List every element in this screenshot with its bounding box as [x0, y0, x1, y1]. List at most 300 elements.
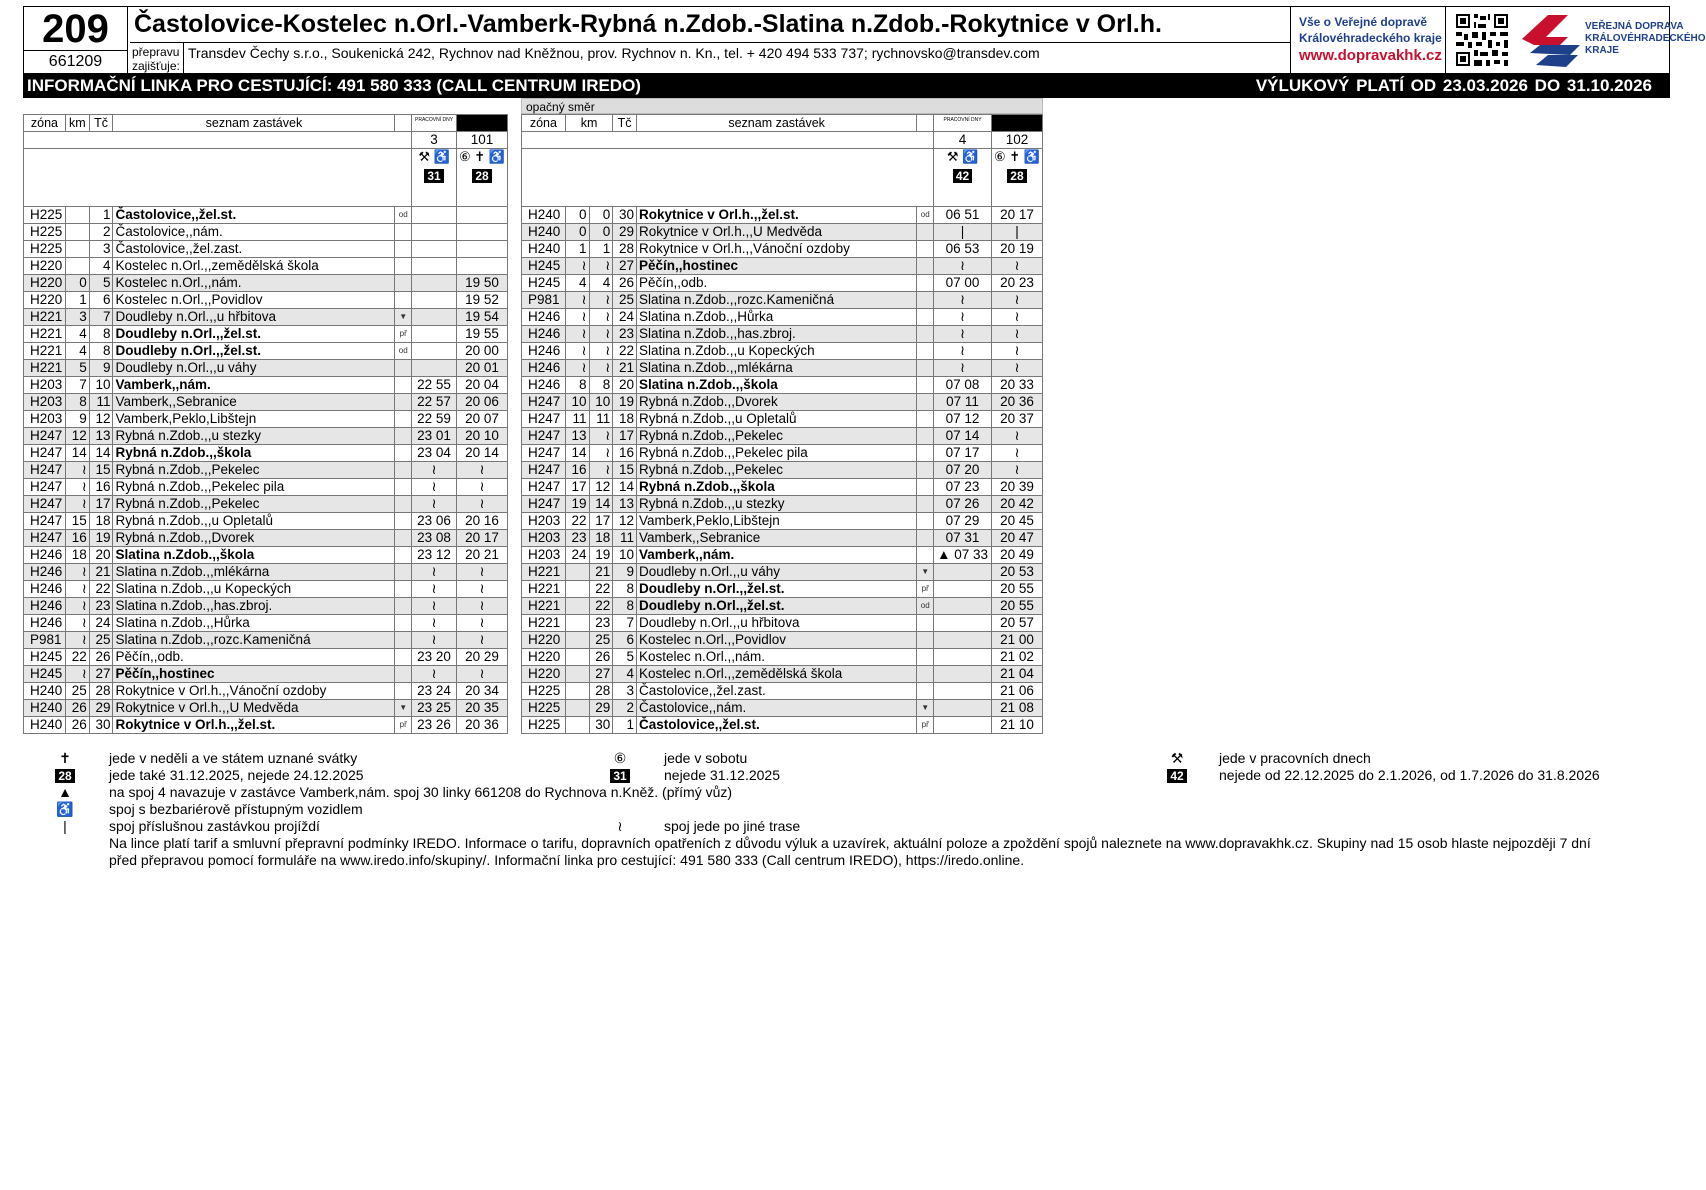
stop-name-cell: Doudleby n.Orl.,,u hřbitova	[636, 615, 916, 632]
km-cell: ≀	[589, 292, 613, 309]
zone-cell: H203	[24, 377, 66, 394]
stop-name-cell: Rybná n.Zdob.,,Dvorek	[113, 530, 395, 547]
time-cell	[456, 258, 507, 275]
zone-cell: H221	[522, 564, 566, 581]
time-cell: |	[991, 224, 1042, 241]
km-cell	[65, 258, 89, 275]
stop-name-cell: Rybná n.Zdob.,,Pekelec pila	[113, 479, 395, 496]
km-cell: 4	[65, 326, 89, 343]
time-cell: 20 29	[456, 649, 507, 666]
zone-cell: H247	[24, 530, 66, 547]
tc-cell: 29	[613, 224, 637, 241]
km-cell: ≀	[589, 360, 613, 377]
stop-mark-cell	[917, 343, 934, 360]
time-cell: 21 04	[991, 666, 1042, 683]
zone-cell: P981	[522, 292, 566, 309]
time-cell	[934, 649, 992, 666]
table-row	[522, 530, 1043, 547]
zone-cell: H247	[24, 428, 66, 445]
zone-cell: H203	[24, 411, 66, 428]
time-cell: 23 25	[412, 700, 457, 717]
time-cell: ≀	[412, 462, 457, 479]
tc-cell: 4	[613, 666, 637, 683]
km-cell: 24	[565, 547, 589, 564]
zone-header: zóna	[24, 115, 66, 132]
time-cell: ≀	[412, 632, 457, 649]
table-row	[522, 309, 1043, 326]
zone-cell: H246	[522, 360, 566, 377]
time-cell: 22 55	[412, 377, 457, 394]
trip-symbols: ⑥ ✝ ♿	[459, 149, 505, 164]
km-cell	[65, 241, 89, 258]
trip-symbols-cell	[934, 149, 992, 207]
stop-name-cell: Kostelec n.Orl.,,zemědělská škola	[636, 666, 916, 683]
tc-cell: 13	[613, 496, 637, 513]
logo-text-line-3: KRAJE	[1585, 45, 1619, 56]
km-cell: 30	[589, 717, 613, 734]
km-cell: ≀	[565, 343, 589, 360]
time-cell: ≀	[934, 343, 992, 360]
zone-cell: H247	[24, 496, 66, 513]
time-cell: ≀	[456, 615, 507, 632]
zone-cell: H247	[522, 496, 566, 513]
table-row	[24, 615, 508, 632]
zone-cell: H240	[522, 241, 566, 258]
time-cell: ≀	[934, 309, 992, 326]
time-cell: ≀	[412, 666, 457, 683]
legend-text: jede také 31.12.2025, nejede 24.12.2025	[109, 767, 364, 783]
tc-cell: 5	[613, 649, 637, 666]
stop-mark-cell	[395, 241, 412, 258]
time-cell	[934, 615, 992, 632]
table-row	[522, 445, 1043, 462]
tc-cell: 8	[613, 581, 637, 598]
stop-name-cell: Slatina n.Zdob.,,škola	[113, 547, 395, 564]
time-cell: 20 37	[991, 411, 1042, 428]
time-cell: ≀	[934, 326, 992, 343]
table-row	[522, 615, 1043, 632]
zone-cell: H247	[522, 394, 566, 411]
tc-header: Tč	[89, 115, 113, 132]
zone-cell: H221	[522, 581, 566, 598]
time-cell: 20 47	[991, 530, 1042, 547]
time-cell	[412, 258, 457, 275]
table-row	[24, 275, 508, 292]
tc-cell: 1	[613, 717, 637, 734]
stop-name-cell: Pěčín,,hostinec	[636, 258, 916, 275]
tc-cell: 25	[613, 292, 637, 309]
time-cell: 20 33	[991, 377, 1042, 394]
time-cell	[456, 224, 507, 241]
stop-name-cell: Vamberk,,Sebranice	[113, 394, 395, 411]
km-cell: 18	[65, 547, 89, 564]
time-cell: 20 55	[991, 581, 1042, 598]
stop-mark-cell	[395, 275, 412, 292]
time-cell: 23 08	[412, 530, 457, 547]
zone-cell: H220	[522, 632, 566, 649]
km-cell: 0	[65, 275, 89, 292]
time-cell: 20 07	[456, 411, 507, 428]
trip-number-row	[24, 132, 508, 149]
stop-name-cell: Rokytnice v Orl.h.,,žel.st.	[113, 717, 395, 734]
trip-symbols-cell	[456, 149, 507, 207]
stop-mark-cell	[917, 666, 934, 683]
time-cell: 20 36	[991, 394, 1042, 411]
stop-mark-cell: ▼	[395, 700, 412, 717]
time-cell: ≀	[456, 598, 507, 615]
stop-mark-cell	[395, 496, 412, 513]
km-cell: 11	[565, 411, 589, 428]
tc-cell: 6	[613, 632, 637, 649]
table-row	[522, 428, 1043, 445]
zone-cell: P981	[24, 632, 66, 649]
trip-number: 102	[991, 132, 1042, 149]
stop-mark-cell	[395, 479, 412, 496]
time-cell: ≀	[991, 292, 1042, 309]
time-cell: 07 26	[934, 496, 992, 513]
time-cell: ≀	[991, 326, 1042, 343]
time-cell: 07 14	[934, 428, 992, 445]
time-cell: ≀	[412, 598, 457, 615]
time-cell	[412, 360, 457, 377]
time-cell: 20 49	[991, 547, 1042, 564]
legend-text: jede v neděli a ve státem uznané svátky	[109, 750, 358, 766]
stop-name-cell: Kostelec n.Orl.,,nám.	[636, 649, 916, 666]
stop-name-cell: Slatina n.Zdob.,,rozc.Kameničná	[636, 292, 916, 309]
km-cell: ≀	[565, 258, 589, 275]
tc-cell: 4	[89, 258, 113, 275]
km-cell: 22	[65, 649, 89, 666]
zone-cell: H240	[522, 207, 566, 224]
zone-cell: H221	[24, 309, 66, 326]
stop-mark-cell	[395, 292, 412, 309]
zone-cell: H246	[522, 326, 566, 343]
tc-cell: 20	[89, 547, 113, 564]
tc-cell: 5	[89, 275, 113, 292]
table-row	[24, 428, 508, 445]
km-cell: 16	[65, 530, 89, 547]
stop-mark-cell: př	[395, 717, 412, 734]
tc-cell: 30	[89, 717, 113, 734]
stop-mark-cell	[395, 683, 412, 700]
km-cell: 14	[589, 496, 613, 513]
stop-name-cell: Rybná n.Zdob.,,u stezky	[113, 428, 395, 445]
legend-text: jede v pracovních dnech	[1219, 750, 1371, 766]
table-row	[24, 581, 508, 598]
trip-note-box: 42	[953, 169, 972, 183]
stop-mark-cell	[917, 632, 934, 649]
stop-name-cell: Častolovice,,žel.zast.	[113, 241, 395, 258]
time-cell: 22 57	[412, 394, 457, 411]
tc-cell: 1	[89, 207, 113, 224]
km-cell: 22	[565, 513, 589, 530]
time-cell: 06 53	[934, 241, 992, 258]
time-cell: ≀	[412, 479, 457, 496]
table-row	[24, 530, 508, 547]
km-cell: ≀	[65, 581, 89, 598]
table-row	[522, 496, 1043, 513]
table-row	[24, 683, 508, 700]
time-cell: 20 36	[456, 717, 507, 734]
stop-mark-cell	[917, 224, 934, 241]
stop-mark-cell	[395, 445, 412, 462]
time-cell: 20 57	[991, 615, 1042, 632]
stop-mark-cell	[917, 683, 934, 700]
km-cell: 14	[565, 445, 589, 462]
km-cell: ≀	[565, 309, 589, 326]
table-row	[24, 241, 508, 258]
tc-cell: 21	[613, 360, 637, 377]
time-cell	[934, 683, 992, 700]
stop-mark-cell	[917, 479, 934, 496]
time-cell: ≀	[991, 309, 1042, 326]
stop-mark-cell	[917, 547, 934, 564]
tc-cell: 30	[613, 207, 637, 224]
table-row	[24, 632, 508, 649]
workdays-header: PRACOVNÍ DNY	[412, 115, 457, 132]
km-cell: ≀	[565, 326, 589, 343]
note-42-box: 42	[1167, 769, 1186, 783]
km-cell	[565, 632, 589, 649]
stop-name-cell: Doudleby n.Orl.,,u hřbitova	[113, 309, 395, 326]
line-number: 209	[24, 7, 128, 51]
km-cell: ≀	[65, 479, 89, 496]
km-cell: ≀	[565, 360, 589, 377]
tc-cell: 27	[613, 258, 637, 275]
time-cell: 20 45	[991, 513, 1042, 530]
table-row	[522, 224, 1043, 241]
stop-name-cell: Rybná n.Zdob.,,u stezky	[636, 496, 916, 513]
km-cell: ≀	[65, 615, 89, 632]
km-cell: 1	[65, 292, 89, 309]
km-cell: 19	[589, 547, 613, 564]
trip-number-row	[522, 132, 1043, 149]
time-cell: 21 10	[991, 717, 1042, 734]
time-cell: 20 17	[456, 530, 507, 547]
zone-cell: H203	[522, 513, 566, 530]
table-row	[522, 292, 1043, 309]
time-cell: ≀	[991, 360, 1042, 377]
tc-cell: 17	[613, 428, 637, 445]
km-cell: ≀	[589, 326, 613, 343]
time-cell: 21 08	[991, 700, 1042, 717]
trip-symbols: ⑥ ✝ ♿	[994, 149, 1040, 164]
tc-cell: 8	[89, 326, 113, 343]
stop-name-cell: Častolovice,,nám.	[636, 700, 916, 717]
stop-mark-cell	[917, 394, 934, 411]
legend-text: nejede od 22.12.2025 do 2.1.2026, od 1.7.2026 do 31.8.2026	[1219, 767, 1600, 783]
km-cell: 8	[565, 377, 589, 394]
stop-name-cell: Vamberk,,nám.	[113, 377, 395, 394]
zone-cell: H246	[24, 564, 66, 581]
stop-mark-cell	[917, 377, 934, 394]
tc-cell: 20	[613, 377, 637, 394]
table-row	[522, 683, 1043, 700]
stop-name-cell: Rokytnice v Orl.h.,,žel.st.	[636, 207, 916, 224]
tc-cell: 19	[613, 394, 637, 411]
note-31-box: 31	[610, 769, 629, 783]
time-cell: 20 55	[991, 598, 1042, 615]
time-cell: 23 04	[412, 445, 457, 462]
stop-name-cell: Pěčín,,odb.	[113, 649, 395, 666]
legend-text: jede v sobotu	[664, 750, 748, 766]
km-cell: 17	[589, 513, 613, 530]
stop-name-cell: Slatina n.Zdob.,,has.zbroj.	[113, 598, 395, 615]
stop-name-cell: Slatina n.Zdob.,,has.zbroj.	[636, 326, 916, 343]
km-cell	[565, 615, 589, 632]
tc-cell: 14	[89, 445, 113, 462]
time-cell: 21 00	[991, 632, 1042, 649]
zone-cell: H221	[24, 343, 66, 360]
km-cell	[565, 581, 589, 598]
logo-text-line-1: VEŘEJNÁ DOPRAVA	[1585, 21, 1684, 32]
km-cell: 5	[65, 360, 89, 377]
km-cell: 23	[589, 615, 613, 632]
stop-name-cell: Slatina n.Zdob.,,mlékárna	[113, 564, 395, 581]
time-cell: 20 53	[991, 564, 1042, 581]
zone-cell: H247	[24, 479, 66, 496]
stop-name-cell: Slatina n.Zdob.,,mlékárna	[636, 360, 916, 377]
stop-mark-cell	[395, 224, 412, 241]
stop-name-cell: Rybná n.Zdob.,,Pekelec	[113, 462, 395, 479]
table-row	[24, 513, 508, 530]
zone-cell: H225	[522, 700, 566, 717]
info-website-link[interactable]: www.dopravakhk.cz	[1299, 47, 1442, 64]
table-row	[24, 292, 508, 309]
stop-mark-cell	[917, 462, 934, 479]
weekend-header	[456, 115, 507, 132]
table-row	[24, 717, 508, 734]
km-cell: 4	[65, 343, 89, 360]
legend-text: nejede 31.12.2025	[664, 767, 780, 783]
tc-cell: 19	[89, 530, 113, 547]
zone-cell: H246	[24, 547, 66, 564]
table-row	[522, 700, 1043, 717]
time-cell	[934, 717, 992, 734]
trip-number: 4	[934, 132, 992, 149]
trip-note-box: 28	[472, 169, 491, 183]
stop-name-cell: Rybná n.Zdob.,,u Opletalů	[636, 411, 916, 428]
table-row	[24, 496, 508, 513]
table-row	[522, 632, 1043, 649]
stop-name-cell: Doudleby n.Orl.,,u váhy	[636, 564, 916, 581]
time-cell: ≀	[456, 581, 507, 598]
zone-cell: H246	[24, 615, 66, 632]
stop-mark-cell	[395, 258, 412, 275]
time-cell: 22 59	[412, 411, 457, 428]
stop-name-cell: Rokytnice v Orl.h.,,Vánoční ozdoby	[113, 683, 395, 700]
zone-cell: H247	[522, 462, 566, 479]
km-cell: 1	[589, 241, 613, 258]
tc-cell: 15	[613, 462, 637, 479]
tc-cell: 18	[89, 513, 113, 530]
km-cell: 22	[589, 581, 613, 598]
qr-code-icon	[1454, 12, 1510, 68]
table-row	[24, 700, 508, 717]
stop-name-cell: Slatina n.Zdob.,,Hůrka	[636, 309, 916, 326]
stop-name-cell: Kostelec n.Orl.,,Povidlov	[113, 292, 395, 309]
saturday-icon: ⑥	[613, 750, 627, 766]
stop-mark-cell	[395, 462, 412, 479]
tc-cell: 26	[89, 649, 113, 666]
time-cell: 23 12	[412, 547, 457, 564]
tc-cell: 22	[613, 343, 637, 360]
time-cell: ≀	[412, 496, 457, 513]
time-cell: 20 39	[991, 479, 1042, 496]
table-row	[24, 224, 508, 241]
km-cell: 26	[589, 649, 613, 666]
table-row	[24, 547, 508, 564]
legend-text: na spoj 4 navazuje v zastávce Vamberk,nám. spoj 30 linky 661208 do Rychnova n.Kněž. (přímý vůz)	[109, 784, 733, 800]
table-row	[24, 377, 508, 394]
zone-cell: H246	[522, 309, 566, 326]
km-cell: 9	[65, 411, 89, 428]
table-row	[24, 479, 508, 496]
zone-cell: H245	[522, 258, 566, 275]
time-cell: |	[934, 224, 992, 241]
table-row	[24, 564, 508, 581]
stop-name-cell: Rybná n.Zdob.,,Pekelec	[636, 428, 916, 445]
stop-mark-cell	[917, 530, 934, 547]
stop-mark-cell: př	[917, 717, 934, 734]
km-cell	[565, 683, 589, 700]
tc-cell: 10	[89, 377, 113, 394]
km-cell: ≀	[589, 309, 613, 326]
time-cell: 20 16	[456, 513, 507, 530]
stop-mark-cell: od	[917, 207, 934, 224]
stop-mark-cell	[917, 292, 934, 309]
stop-name-cell: Pěčín,,odb.	[636, 275, 916, 292]
km-cell: ≀	[65, 496, 89, 513]
stop-mark-cell: ▼	[917, 564, 934, 581]
tc-cell: 27	[89, 666, 113, 683]
time-cell	[412, 275, 457, 292]
stop-name-cell: Pěčín,,hostinec	[113, 666, 395, 683]
zone-cell: H225	[522, 717, 566, 734]
time-cell: 23 24	[412, 683, 457, 700]
info-line-1: Vše o Veřejné dopravě	[1299, 15, 1428, 29]
stop-name-cell: Rybná n.Zdob.,,u Opletalů	[113, 513, 395, 530]
km-cell: 25	[589, 632, 613, 649]
stop-name-cell: Doudleby n.Orl.,,žel.st.	[636, 581, 916, 598]
km-cell: 11	[589, 411, 613, 428]
tc-cell: 13	[89, 428, 113, 445]
time-cell: 23 20	[412, 649, 457, 666]
time-cell: 20 34	[456, 683, 507, 700]
provider-label	[128, 43, 184, 75]
opposite-direction-label: opačný směr	[521, 98, 1043, 114]
time-cell: 07 08	[934, 377, 992, 394]
stop-mark-cell	[395, 581, 412, 598]
tc-cell: 11	[89, 394, 113, 411]
stop-mark-cell	[917, 241, 934, 258]
time-cell: 07 00	[934, 275, 992, 292]
tc-cell: 3	[613, 683, 637, 700]
time-cell: 19 54	[456, 309, 507, 326]
table-row	[24, 258, 508, 275]
passes-through-icon: |	[63, 818, 67, 834]
time-cell	[412, 241, 457, 258]
zone-cell: H225	[24, 207, 66, 224]
stop-mark-cell	[917, 360, 934, 377]
km-cell: ≀	[65, 564, 89, 581]
time-cell: 19 55	[456, 326, 507, 343]
table-row	[24, 326, 508, 343]
stop-name-cell: Rybná n.Zdob.,,Pekelec pila	[636, 445, 916, 462]
time-cell	[934, 581, 992, 598]
tariff-note-1: Na lince platí tarif a smluvní přepravní podmínky IREDO. Informace o tarifu, dopravních opatřeních z důvodu výluk a uzavírek, aktuální poloze a zpoždění spojů naleznete na www.dopravakhk.cz. Skupiny nad 15 osob hlaste nejpozději 7 dní	[109, 835, 1591, 851]
tc-header: Tč	[613, 115, 637, 132]
